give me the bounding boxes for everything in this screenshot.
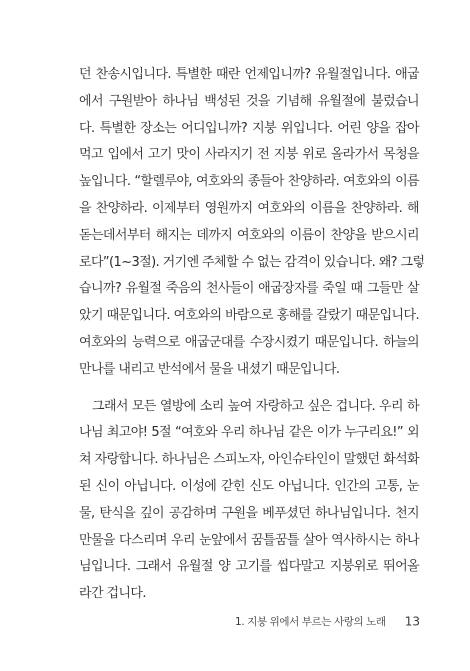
paragraph-1 [79,62,425,384]
text-line: 라간 겁니다. [79,586,146,602]
text-line: 물, 탄식을 깊이 공감하며 구원을 베푸셨던 하나님입니다. 천지 [79,505,419,521]
text-line: 높입니다. “할렐루야, 여호와의 종들아 찬양하라. 여호와의 이름 [79,174,419,190]
text-line: 된 신이 아닙니다. 이성에 갇힌 신도 아닙니다. 인간의 고통, 눈 [79,478,419,494]
text-line: 그래서 모든 열방에 소리 높여 자랑하고 싶은 겁니다. 우리 하 [92,398,419,414]
text-line: 던 찬송시입니다. 특별한 때란 언제입니까? 유월절입니다. 애굽 [79,67,419,82]
paragraph-gap [79,384,419,394]
text-line: 만나를 내리고 반석에서 물을 내셨기 때문입니다. [79,361,340,377]
text-line: 을 찬양하라. 이제부터 영원까지 여호와의 이름을 찬양하라. 해 [79,200,419,216]
text-line: 만물을 다스리며 우리 눈앞에서 꿈틀꿈틀 살아 역사하시는 하나 [79,532,419,548]
body-text [79,62,425,608]
text-line: 님입니다. 그래서 유월절 양 고기를 씹다말고 지붕위로 뛰어올 [79,559,419,575]
paragraph-2 [79,394,419,608]
text-line: 돋는데서부터 해지는 데까지 여호와의 이름이 찬양을 받으시리 [79,227,419,243]
text-line: 나님 최고야! 5절 “여호와 우리 하나님 같은 이가 누구리요!” 외 [79,425,419,441]
page-number: 13 [404,614,420,629]
page-footer [235,611,420,630]
text-line: 쳐 자랑합니다. 하나님은 스피노자, 아인슈타인이 말했던 화석화 [79,452,419,468]
text-line: 에서 구원받아 하나님 백성된 것을 기념해 유월절에 불렀습니 [79,93,419,109]
text-line: 먹고 입에서 고기 맛이 사라지기 전 지붕 위로 올라가서 목청을 [79,147,419,163]
text-line: 다. 특별한 장소는 어디입니까? 지붕 위입니다. 어린 양을 잡아 [79,120,419,136]
text-line: 습니까? 유월절 죽음의 천사들이 애굽장자를 죽일 때 그들만 살 [79,281,419,297]
text-line: 로다”(1~3절). 거기엔 주체할 수 없는 감격이 있습니다. 왜? 그렇 [79,254,425,270]
text-line: 았기 때문입니다. 여호와의 바람으로 홍해를 갈랐기 때문입니다. [79,308,419,324]
text-line: 여호와의 능력으로 애굽군대를 수장시켰기 때문입니다. 하늘의 [79,334,419,350]
running-head: 1. 지붕 위에서 부르는 사랑의 노래 [235,616,386,628]
